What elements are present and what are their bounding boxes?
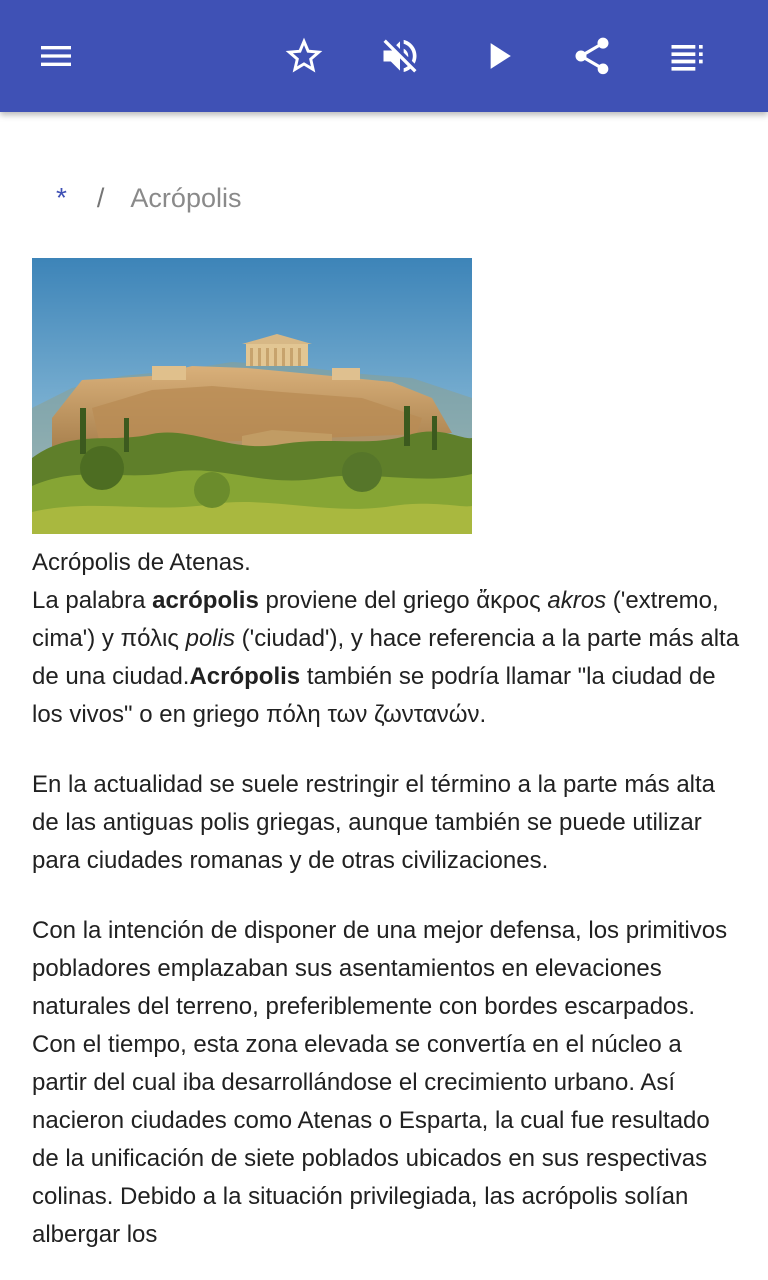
italic-term: akros: [547, 587, 607, 614]
star-outline-icon: [282, 34, 326, 78]
mute-button[interactable]: [372, 28, 428, 84]
share-icon: [570, 34, 614, 78]
text-run: La palabra: [32, 587, 153, 614]
breadcrumb: [56, 178, 241, 218]
bold-term: Acrópolis: [189, 663, 301, 690]
article-body: [32, 544, 740, 1254]
bold-term: acrópolis: [152, 587, 259, 614]
italic-term: polis: [185, 625, 235, 652]
intro-paragraph: [32, 582, 740, 734]
text-run: ('extremo, cima') y πόλις: [32, 587, 719, 652]
volume-off-icon: [378, 34, 422, 78]
contents-menu-button[interactable]: [660, 28, 716, 84]
menu-icon: [36, 36, 76, 76]
paragraph-3: Con la intención de disponer de una mejor defensa, los primitivos pobladores emplazaban sus asentamientos en elevaciones naturales del terreno, preferiblemente con bordes escarpados. Con el tiempo, esta zona elevada se convertía en el núcleo a partir del cual iba desarrollándose el crecimiento urbano. Así nacieron ciudades como Atenas o Esparta, la cual fue resultado de la unificación de siete poblados ubicados en sus respectivas colinas. Debido a la situación privilegiada, las acrópolis solían albergar los: [32, 917, 728, 1248]
text-run: proviene del griego ἄκρος: [258, 587, 548, 614]
breadcrumb-separator: /: [96, 182, 105, 213]
playlist-icon: [666, 34, 710, 78]
breadcrumb-home-link[interactable]: *: [56, 182, 67, 213]
menu-button[interactable]: [28, 28, 84, 84]
text-run: también se podría llamar "la ciudad de los vivos" o en griego πόλη των ζωντανών.: [32, 663, 716, 728]
favorite-button[interactable]: [276, 28, 332, 84]
text-run: ('ciudad'), y hace referencia a la parte más alta de una ciudad.: [32, 625, 740, 690]
acropolis-photo[interactable]: [32, 258, 472, 534]
article-content: [0, 112, 768, 1280]
image-caption: Acrópolis de Atenas.: [32, 549, 251, 576]
app-toolbar: [0, 0, 768, 112]
acropolis-image: [32, 258, 472, 534]
play-button[interactable]: [470, 28, 526, 84]
share-button[interactable]: [564, 28, 620, 84]
breadcrumb-current: Acrópolis: [130, 182, 242, 213]
paragraph-2: En la actualidad se suele restringir el término a la parte más alta de las antiguas polis griegas, aunque también se puede utilizar para ciudades romanas y de otras civilizaciones.: [32, 771, 716, 874]
play-icon: [476, 34, 520, 78]
